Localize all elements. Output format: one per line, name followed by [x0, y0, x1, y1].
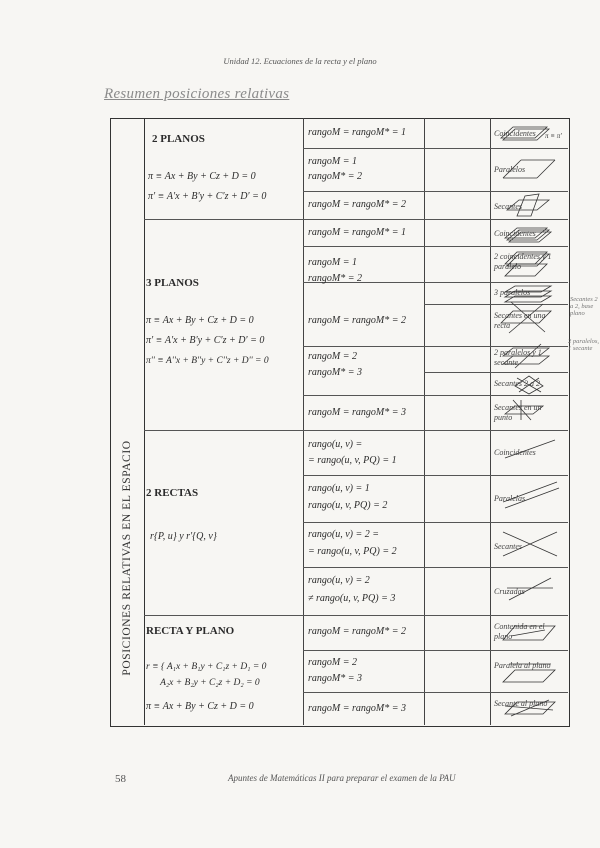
line-parallel-plane-icon	[503, 664, 555, 682]
equation: π' ≡ A'x + B'y + C'z + D' = 0	[148, 191, 267, 202]
crossing-lines-icon	[507, 578, 553, 600]
rank-condition: rangoM = rangoM* = 1	[308, 127, 406, 138]
secant-lines-icon	[503, 532, 557, 556]
line-secant-plane-icon	[505, 700, 555, 716]
result-label: Coincidentes	[494, 129, 536, 138]
result-label: Paralela al plano	[494, 661, 551, 670]
page-title: Resumen posiciones relativas	[104, 86, 290, 102]
secant-planes-icon	[507, 194, 549, 216]
secant-pairwise-icon	[515, 376, 543, 394]
margin-note: Secantes 2 a 2, base plano	[570, 296, 598, 317]
page-number: 58	[115, 773, 126, 785]
three-coincident-planes-icon	[505, 228, 551, 242]
result-label: Secante al plano	[494, 699, 548, 708]
parallel-planes-icon	[503, 160, 555, 178]
rank-condition: rangoM* = 2	[308, 171, 362, 182]
rank-condition: rango(u, v) = 2 =	[308, 529, 379, 540]
result-label: Secantes en un punto	[494, 403, 542, 422]
planes-secant-in-line-icon	[501, 302, 551, 333]
result-label: Secantes	[494, 542, 522, 551]
secant-in-point-icon	[505, 400, 543, 420]
col-divider-2	[424, 118, 425, 725]
rank-condition: rangoM* = 3	[308, 673, 362, 684]
result-label: Contenida en el plano	[494, 622, 545, 641]
rank-condition: rangoM = 1	[308, 156, 357, 167]
group-title-2-planos: 2 PLANOS	[152, 133, 205, 145]
equation: r{P, u} y r'{Q, v}	[150, 531, 217, 542]
margin-note: 2 paralelos, 1 secante	[568, 338, 600, 352]
result-label: Paralelos	[494, 165, 526, 174]
result-label: Coincidentes	[494, 448, 536, 457]
result-label: 3 paralelos	[494, 288, 531, 297]
coincident-planes-icon	[501, 127, 549, 140]
rank-condition: rango(u, v, PQ) = 2	[308, 500, 388, 511]
rank-condition: rangoM = rangoM* = 2	[308, 315, 406, 326]
equation: π'' ≡ A''x + B''y + C''z + D'' = 0	[146, 356, 269, 366]
rank-condition: rangoM* = 3	[308, 367, 362, 378]
rank-condition: rangoM = rangoM* = 3	[308, 703, 406, 714]
figure-label: π ≡ π'	[545, 132, 562, 140]
rank-condition: rangoM = 2	[308, 657, 357, 668]
group-title-recta-plano: RECTA Y PLANO	[146, 625, 235, 637]
rank-condition: = rango(u, v, PQ) = 2	[308, 546, 397, 557]
result-label: 2 coincidentes y 1 paralelo	[494, 252, 552, 271]
rank-condition: rangoM* = 2	[308, 273, 362, 284]
line-in-plane-icon	[503, 626, 555, 640]
group-title-3-planos: 3 PLANOS	[146, 277, 199, 289]
rank-condition: ≠ rango(u, v, PQ) = 3	[308, 593, 396, 604]
result-label: Paralelas	[494, 494, 526, 503]
col-divider-1	[303, 118, 304, 725]
rank-condition: rangoM = rangoM* = 2	[308, 199, 406, 210]
rank-condition: rango(u, v) = 1	[308, 483, 370, 494]
side-label: POSICIONES RELATIVAS EN EL ESPACIO	[121, 440, 133, 676]
rank-condition: rangoM = rangoM* = 3	[308, 407, 406, 418]
rank-condition: rangoM = rangoM* = 2	[308, 626, 406, 637]
equation: r ≡ { A₁x + B₁y + C₁z + D₁ = 0	[146, 662, 267, 672]
page-header: Unidad 12. Ecuaciones de la recta y el plano	[223, 56, 377, 66]
result-label: 2 paralelos y 1 secante	[494, 348, 542, 367]
coincident-lines-icon	[505, 440, 555, 458]
equation: π ≡ Ax + By + Cz + D = 0	[146, 701, 254, 712]
side-label-column	[110, 118, 145, 725]
rank-condition: rango(u, v) =	[308, 439, 363, 450]
rank-condition: rangoM = rangoM* = 1	[308, 227, 406, 238]
result-label: Secantes 2 a 2	[494, 379, 540, 388]
equation: π ≡ Ax + By + Cz + D = 0	[146, 315, 254, 326]
result-label: Cruzadas	[494, 587, 525, 596]
equation: π ≡ Ax + By + Cz + D = 0	[148, 171, 256, 182]
result-label: Coincidentes	[494, 229, 536, 238]
result-label: Secantes	[494, 202, 522, 211]
rank-condition: rango(u, v) = 2	[308, 575, 370, 586]
two-parallel-one-secant-icon	[503, 344, 549, 368]
summary-table	[110, 118, 570, 728]
group-title-2-rectas: 2 RECTAS	[146, 487, 199, 499]
rank-condition: = rango(u, v, PQ) = 1	[308, 455, 397, 466]
two-coincident-one-parallel-icon	[505, 252, 549, 276]
result-label: Secantes en una recta	[494, 311, 546, 330]
equation: π' ≡ A'x + B'y + C'z + D' = 0	[146, 335, 265, 346]
rank-condition: rangoM = 2	[308, 351, 357, 362]
parallel-lines-icon	[503, 482, 559, 508]
figures-column	[491, 118, 568, 725]
rank-condition: rangoM = 1	[308, 257, 357, 268]
three-parallel-planes-icon	[505, 286, 551, 302]
footer-text: Apuntes de Matemáticas II para preparar el examen de la PAU	[228, 773, 456, 783]
equation: A₂x + B₂y + C₂z + D₂ = 0	[146, 678, 260, 688]
